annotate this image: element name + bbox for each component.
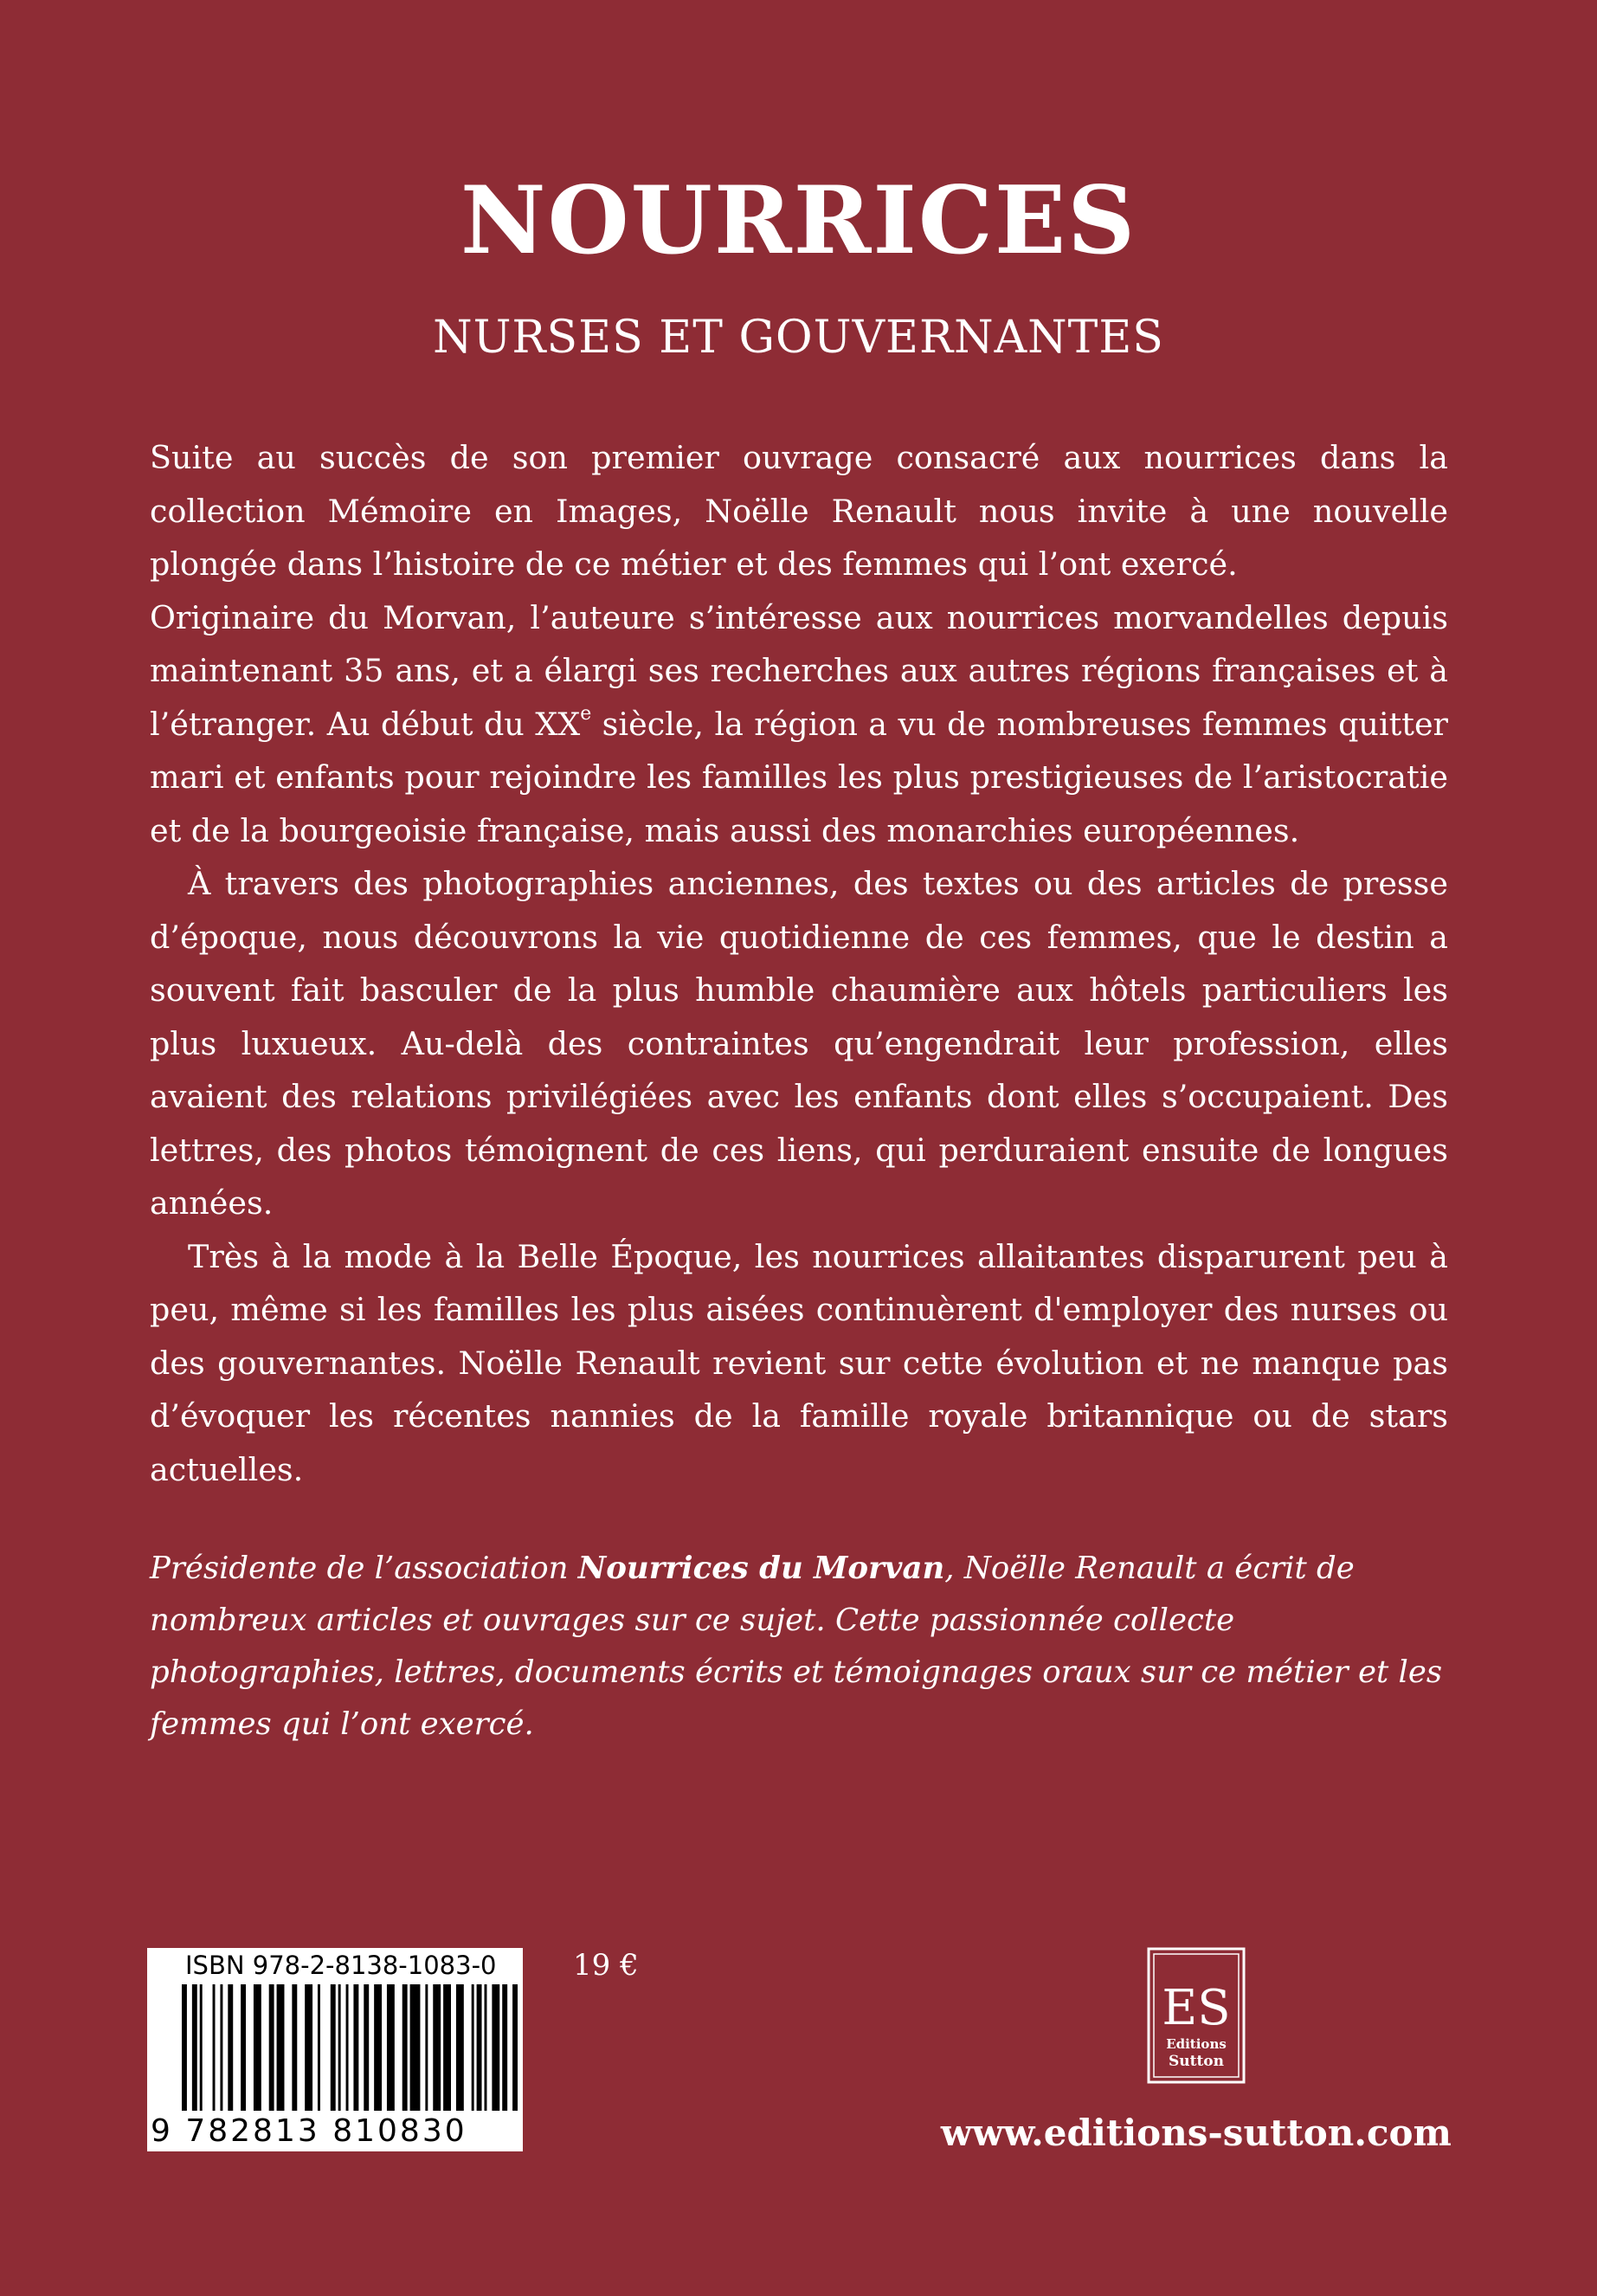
- barcode-bar: [477, 1984, 482, 2111]
- barcode-bar: [182, 1984, 187, 2111]
- author-bio-end: , Noëlle Renault a écrit de nombreux articles et ouvrages sur ce sujet. Cette passionnée collecte photographies, lettres, documents écrits et témoignages oraux sur ce métier et les femmes qui l’ont exercé.: [150, 1551, 1443, 1742]
- barcode-bar: [338, 1984, 341, 2111]
- barcode-bar: [213, 1984, 216, 2111]
- publisher-logo: [1146, 1946, 1246, 2085]
- barcode-bar: [292, 1984, 297, 2111]
- association-name: Nourrices du Morvan: [577, 1551, 945, 1586]
- isbn-label: ISBN 978-2-8138-1083-0: [185, 1951, 497, 1980]
- book-subtitle: NURSES ET GOUVERNANTES: [433, 312, 1164, 364]
- barcode-bar: [277, 1984, 285, 2111]
- barcode-bar: [485, 1984, 487, 2111]
- author-bio: [150, 1543, 1448, 1751]
- barcode-bar: [374, 1984, 382, 2111]
- logo-letters: ES: [1162, 1980, 1231, 2036]
- author-bio-start: Présidente de l’association: [150, 1551, 578, 1586]
- barcode-bar: [192, 1984, 197, 2111]
- price: 19 €: [573, 1948, 639, 1983]
- synopsis: [150, 431, 1448, 1496]
- barcode-bar: [502, 1984, 507, 2111]
- barcode-bar: [472, 1984, 474, 2111]
- barcode-bar: [402, 1984, 408, 2111]
- paragraph-2-start: Originaire du Morvan, l’auteure s’intéresse aux nourrices morvandelles depuis maintenant 35 ans, et a élargi ses recherches aux autres régions françaises et à l’étranger. Au début du XX: [150, 598, 1448, 743]
- synopsis-paragraph-1: Suite au succès de son premier ouvrage consacré aux nourrices dans la collection Mémoire en Images, Noëlle Renault nous invite à une nouvelle plongée dans l’histoire de ce métier et des femmes qui l’ont exercé.: [150, 439, 1448, 583]
- barcode-bar: [200, 1984, 203, 2111]
- barcode-bar: [220, 1984, 222, 2111]
- barcode-bar: [410, 1984, 421, 2111]
- barcode-icon: [182, 1984, 518, 2111]
- barcode-bar: [305, 1984, 312, 2111]
- book-title: NOURRICES: [460, 166, 1137, 275]
- barcode-bar: [346, 1984, 349, 2111]
- barcode-bar: [331, 1984, 336, 2111]
- barcode-bar: [269, 1984, 274, 2111]
- publisher-website[interactable]: www.editions-sutton.com: [940, 2112, 1452, 2154]
- barcode-bar: [512, 1984, 518, 2111]
- synopsis-paragraph-3: À travers des photographies anciennes, des textes ou des articles de presse d’époque, nous découvrons la vie quotidienne de ces femmes, que le destin a souvent fait basculer de la plus humble chaumière aux hôtels particuliers les plus luxueux. Au-delà des contraintes qu’engendrait leur profession, elles avaient des relations privilégiées avec les enfants dont elles s’occupaient. Des lettres, des photos témoignent de ces liens, qui perduraient ensuite de longues années.: [150, 865, 1448, 1222]
- barcode-bar: [254, 1984, 261, 2111]
- isbn-barcode-box: [147, 1948, 523, 2151]
- paragraph-2-end: siècle, la région a vu de nombreuses femmes quitter mari et enfants pour rejoindre les familles les plus prestigieuses de l’aristocratie et de la bourgeoisie française, mais aussi des monarchies européennes.: [150, 705, 1448, 849]
- barcode-bar: [353, 1984, 358, 2111]
- barcode-bar: [228, 1984, 233, 2111]
- barcode-digits: 9 782813 810830: [151, 2113, 467, 2149]
- logo-name-line-1: Editions: [1166, 2036, 1227, 2052]
- barcode-bar: [443, 1984, 451, 2111]
- barcode-bar: [492, 1984, 499, 2111]
- barcode-bar: [456, 1984, 464, 2111]
- barcode-bar: [433, 1984, 441, 2111]
- synopsis-paragraph-2: [150, 591, 1448, 858]
- barcode-bar: [241, 1984, 246, 2111]
- logo-name-line-2: Sutton: [1168, 2053, 1225, 2070]
- barcode-bar: [318, 1984, 320, 2111]
- barcode-bar: [387, 1984, 395, 2111]
- century-superscript: e: [580, 702, 592, 725]
- barcode-bar: [425, 1984, 428, 2111]
- barcode-bar: [364, 1984, 369, 2111]
- synopsis-paragraph-4: Très à la mode à la Belle Époque, les nourrices allaitantes disparurent peu à peu, même si les familles les plus aisées continuèrent d'employer des nurses ou des gouvernantes. Noëlle Renault revient sur cette évolution et ne manque pas d’évoquer les récentes nannies de la famille royale britannique ou de stars actuelles.: [150, 1237, 1448, 1488]
